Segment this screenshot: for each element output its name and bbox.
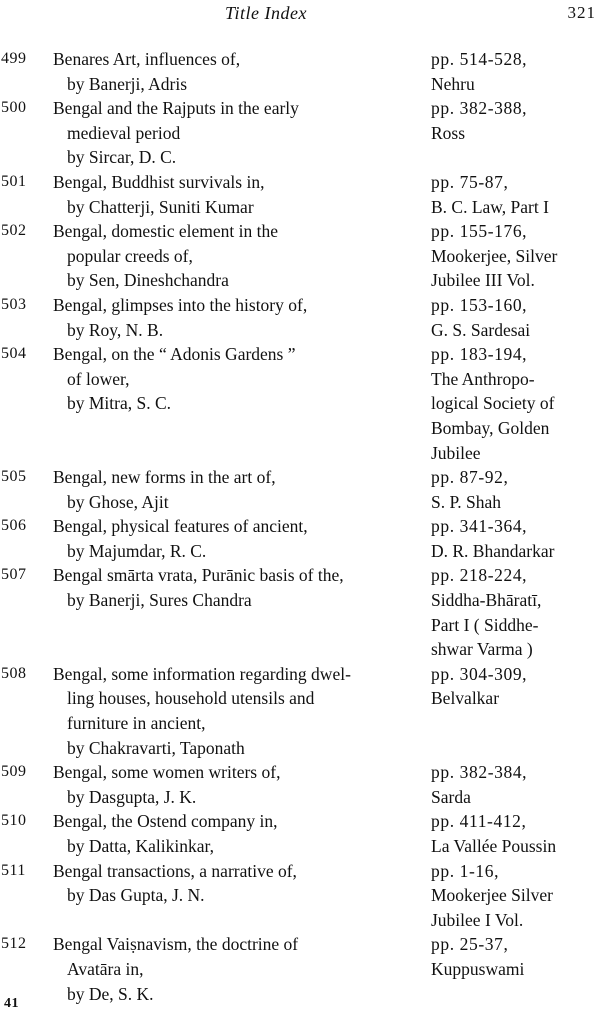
entry-pages: pp. 411-412, <box>431 811 527 832</box>
entry-source-line: S. P. Shah <box>431 491 502 512</box>
entry-number: 511 <box>1 861 26 879</box>
entry-reference <box>427 514 600 563</box>
entry-title <box>53 219 427 293</box>
entry-reference <box>427 760 600 809</box>
entry-source-line: Sarda <box>431 786 471 807</box>
index-entry <box>0 96 600 170</box>
entry-source-line: Mookerjee, Silver <box>431 245 558 266</box>
entry-title-line: Bengal, some information regarding dwel- <box>53 663 351 684</box>
entry-title <box>53 563 427 661</box>
entry-author-line: by Dasgupta, J. K. <box>67 786 197 807</box>
entry-source-line: Ross <box>431 122 466 143</box>
entry-title-line: Bengal Vaiṣnavism, the doctrine of <box>53 934 299 955</box>
index-entry <box>0 465 600 514</box>
entry-source-line: G. S. Sardesai <box>431 319 531 340</box>
entry-number: 499 <box>1 50 27 67</box>
entry-number: 504 <box>1 345 27 363</box>
entry-pages: pp. 304-309, <box>431 663 528 684</box>
entry-title <box>53 809 427 858</box>
entry-title-line: Benares Art, influences of, <box>53 49 241 69</box>
entry-title <box>53 342 427 465</box>
entry-title-line: popular creeds of, <box>67 245 193 266</box>
entry-pages: pp. 218-224, <box>431 565 528 586</box>
entry-source-line: Part I ( Siddhe- <box>431 614 539 635</box>
entry-reference <box>427 465 600 514</box>
entry-number: 510 <box>1 812 27 830</box>
entry-title <box>53 662 427 760</box>
page-number: 321 <box>567 3 596 22</box>
entry-number: 501 <box>1 172 27 190</box>
index-entry <box>0 293 600 342</box>
entry-title-line: Bengal, glimpses into the history of, <box>53 294 308 315</box>
entry-title <box>53 170 427 219</box>
signature-folio: 41 <box>4 996 19 1011</box>
index-entry <box>0 859 600 933</box>
entry-author-line: by Majumdar, R. C. <box>67 540 207 561</box>
entry-title-line: Bengal transactions, a narrative of, <box>53 860 297 881</box>
entry-pages: pp. 183-194, <box>431 344 528 365</box>
entry-author-line: by Sircar, D. C. <box>67 147 177 168</box>
entry-title-line: Bengal, on the “ Adonis Gardens ” <box>53 344 296 365</box>
entry-title-line: furniture in ancient, <box>67 713 206 734</box>
entry-number: 506 <box>1 517 27 535</box>
entry-number: 512 <box>1 935 27 953</box>
entry-number: 500 <box>1 99 27 117</box>
entry-number: 503 <box>1 295 27 313</box>
entry-pages: pp. 1-16, <box>431 860 500 881</box>
entry-number: 507 <box>1 566 27 584</box>
entry-title <box>53 859 427 933</box>
entry-author-line: by Chatterji, Suniti Kumar <box>67 196 254 217</box>
entry-pages: pp. 75-87, <box>431 171 509 192</box>
entry-source-line: Bombay, Golden <box>431 417 550 438</box>
entry-pages: pp. 514-528, <box>431 49 528 69</box>
entry-title <box>53 293 427 342</box>
entry-title <box>53 760 427 809</box>
index-entry <box>0 514 600 563</box>
entry-reference <box>427 662 600 760</box>
index-entry <box>0 662 600 760</box>
entry-author-line: by Mitra, S. C. <box>67 393 172 414</box>
entry-number: 509 <box>1 763 27 781</box>
entry-author-line: by Das Gupta, J. N. <box>67 885 205 906</box>
running-title: Title Index <box>225 3 307 23</box>
entry-reference <box>427 932 600 1006</box>
entry-pages: pp. 382-388, <box>431 98 528 119</box>
entry-title-line: medieval period <box>67 122 181 143</box>
entry-pages: pp. 382-384, <box>431 762 528 783</box>
entry-title <box>53 96 427 170</box>
entry-title-line: Avatāra in, <box>67 958 144 979</box>
title-index-entries <box>0 47 600 1006</box>
entry-reference <box>427 859 600 933</box>
entry-title-line: Bengal, physical features of ancient, <box>53 516 308 537</box>
index-entry <box>0 760 600 809</box>
index-entry <box>0 342 600 465</box>
entry-pages: pp. 153-160, <box>431 294 528 315</box>
entry-source-line: Siddha-Bhāratī, <box>431 590 542 611</box>
entry-reference <box>427 809 600 858</box>
entry-source-line: Nehru <box>431 73 475 94</box>
entry-number: 505 <box>1 468 27 486</box>
entry-title-line: ling houses, household utensils and <box>67 688 315 709</box>
entry-source-line: Belvalkar <box>431 688 500 709</box>
index-entry <box>0 219 600 293</box>
entry-number: 508 <box>1 664 27 682</box>
entry-pages: pp. 25-37, <box>431 934 509 955</box>
index-entry <box>0 809 600 858</box>
entry-title-line: Bengal and the Rajputs in the early <box>53 98 299 119</box>
entry-title-line: Bengal smārta vrata, Purānic basis of the, <box>53 565 344 586</box>
entry-reference <box>427 170 600 219</box>
entry-title-line: Bengal, domestic element in the <box>53 221 279 242</box>
entry-source-line: logical Society of <box>431 393 555 414</box>
entry-reference <box>427 563 600 661</box>
index-entry <box>0 563 600 661</box>
entry-reference <box>427 293 600 342</box>
entry-number: 502 <box>1 222 27 240</box>
entry-source-line: The Anthropo- <box>431 368 535 389</box>
entry-source-line: Jubilee III Vol. <box>431 270 535 291</box>
entry-author-line: by Roy, N. B. <box>67 319 164 340</box>
entry-title-line: Bengal, Buddhist survivals in, <box>53 171 265 192</box>
entry-reference <box>427 96 600 170</box>
entry-author-line: by Datta, Kalikinkar, <box>67 836 215 856</box>
entry-title <box>53 47 427 96</box>
index-entry <box>0 170 600 219</box>
running-head <box>0 0 600 30</box>
entry-author-line: by Banerji, Sures Chandra <box>67 590 252 611</box>
entry-source-line: Jubilee I Vol. <box>431 909 524 930</box>
entry-source-line: Kuppuswami <box>431 958 525 979</box>
entry-source-line: B. C. Law, Part I <box>431 196 549 217</box>
entry-author-line: by Chakravarti, Taponath <box>67 737 245 758</box>
entry-title-line: Bengal, the Ostend company in, <box>53 811 278 832</box>
entry-pages: pp. 341-364, <box>431 516 528 537</box>
entry-title-line: Bengal, new forms in the art of, <box>53 467 276 488</box>
entry-author-line: by Banerji, Adris <box>67 73 188 94</box>
entry-pages: pp. 155-176, <box>431 221 528 242</box>
entry-title-line: of lower, <box>67 368 130 389</box>
entry-source-line: Mookerjee Silver <box>431 885 553 906</box>
entry-author-line: by Ghose, Ajit <box>67 491 169 512</box>
entry-author-line: by Sen, Dineshchandra <box>67 270 229 291</box>
entry-title <box>53 465 427 514</box>
entry-reference <box>427 342 600 465</box>
entry-reference <box>427 219 600 293</box>
entry-source-line: Jubilee <box>431 442 481 463</box>
index-entry <box>0 932 600 1006</box>
entry-pages: pp. 87-92, <box>431 467 509 488</box>
entry-title-line: Bengal, some women writers of, <box>53 762 281 783</box>
entry-source-line: La Vallée Poussin <box>431 836 557 856</box>
index-entry <box>0 47 600 96</box>
entry-reference <box>427 47 600 96</box>
entry-title <box>53 932 427 1006</box>
entry-source-line: D. R. Bhandarkar <box>431 540 555 561</box>
entry-author-line: by De, S. K. <box>67 983 154 1004</box>
entry-source-line: shwar Varma ) <box>431 639 533 660</box>
entry-title <box>53 514 427 563</box>
